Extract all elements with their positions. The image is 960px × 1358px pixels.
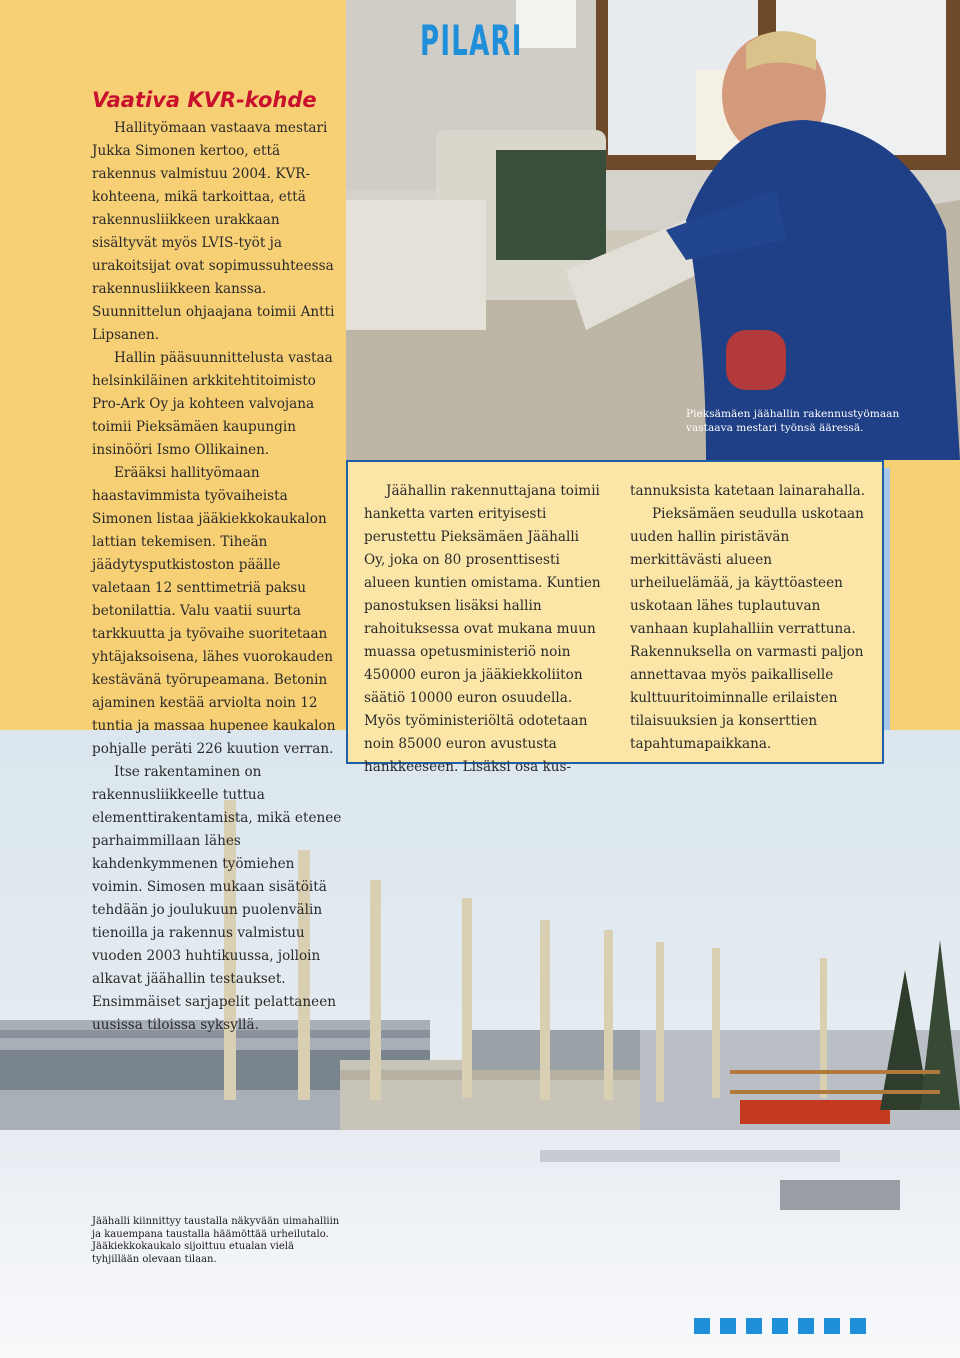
info-paragraph: tannuksista katetaan lainarahalla.	[630, 483, 866, 499]
info-paragraph: Pieksämäen seudulla uskotaan uuden hallin piristävän merkittävästi alueen urheiluelämää, ja käyttöasteen uskotaan lähes tuplautuvan vanhaan kuplahalliin verrattuna. Rakennuksella on varmasti paljon annettavaa myös paikalliselle kulttuuritoiminnalle erilaisten tilaisuuksien ja konserttien tapahtumapaikkana.	[630, 506, 864, 752]
article-body	[92, 117, 342, 1037]
body-paragraph: Hallityömaan vastaava mestari Jukka Simonen kertoo, että rakennus valmistuu 2004. KVR-kohteena, mikä tarkoittaa, että rakennusliikkeen urakkaan sisältyvät myös LVIS-työt ja urakoitsijat ovat sopimussuhteessa rakennusliikkeen kanssa. Suunnittelun ohjaajana toimii Antti Lipsanen.	[92, 120, 335, 343]
info-column-2	[630, 480, 868, 752]
decorative-square	[772, 1318, 788, 1334]
body-paragraph: Itse rakentaminen on rakennusliikkeelle tuttua elementtirakentamista, mikä etenee parhaimmillaan lähes kahdenkymmenen työmiehen voimin. Simosen mukaan sisätöitä tehdään jo joulukuun puolenvälin tienoilla ja rakennus valmistuu vuoden 2003 huhtikuussa, jolloin alkavat jäähallin testaukset. Ensimmäiset sarjapelit pelattaneen uusissa tiloissa syksyllä.	[92, 764, 342, 1033]
magazine-name: PILARI	[420, 16, 523, 65]
info-column-1	[364, 480, 602, 775]
decorative-squares	[694, 1318, 866, 1334]
body-paragraph: Hallin pääsuunnittelusta vastaa helsinkiläinen arkkitehtitoimisto Pro-Ark Oy ja kohteen valvojana toimii Pieksämäen kaupungin insinööri Ismo Ollikainen.	[92, 350, 333, 458]
info-box	[346, 460, 884, 775]
office-worker-photo	[346, 0, 960, 460]
office-photo-caption: Pieksämäen jäähallin rakennustyömaan vastaava mestari työnsä ääressä.	[686, 408, 900, 434]
decorative-square	[746, 1318, 762, 1334]
decorative-square	[720, 1318, 736, 1334]
decorative-square	[694, 1318, 710, 1334]
article-headline: Vaativa KVR-kohde	[92, 88, 317, 112]
info-paragraph: Jäähallin rakennuttajana toimii hanketta varten erityisesti perustettu Pieksämäen Jäähalli Oy, joka on 80 prosenttisesti alueen kuntien omistama. Kuntien panostuksen lisäksi hallin rahoituksessa ovat mukana muun muassa opetusministeriö noin 450000 euron ja jääkiekkoliiton säätiö 10000 euron osuudella. Myös työministeriöltä odotetaan noin 85000 euron avustusta hankkeeseen. Lisäksi osa kus-	[364, 483, 601, 775]
body-paragraph: Erääksi hallityömaan haastavimmista työvaiheista Simonen listaa jääkiekkokaukalon lattian tekemisen. Tiheän jäädytysputkistoston päälle valetaan 12 senttimetriä paksu betonilattia. Valu vaatii suurta tarkkuutta ja työvaihe suoritetaan yhtäjaksoisena, lähes vuorokauden kestävänä työrupeamana. Betonin ajaminen kestää arviolta noin 12 tuntia ja massaa hupenee kaukalon pohjalle peräti 226 kuution verran.	[92, 465, 336, 757]
decorative-square	[798, 1318, 814, 1334]
decorative-square	[824, 1318, 840, 1334]
decorative-square	[850, 1318, 866, 1334]
construction-photo-caption: Jäähalli kiinnittyy taustalla näkyvään uimahalliin ja kauempana taustalla häämöttää urheilutalo. Jääkiekkokaukalo sijoittuu etualan vielä tyhjillään olevaan tilaan.	[92, 1216, 340, 1265]
